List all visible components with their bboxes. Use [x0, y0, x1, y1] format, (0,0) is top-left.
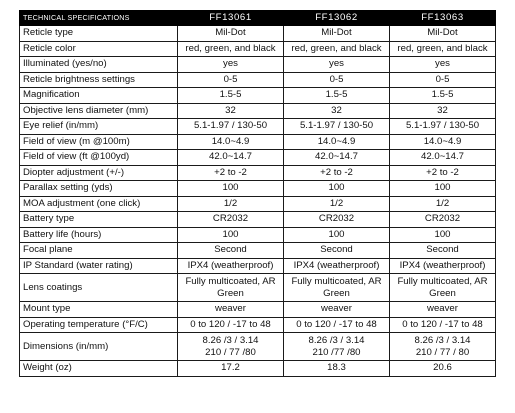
spec-value: 5.1-1.97 / 130-50	[178, 119, 284, 135]
spec-value: Mil-Dot	[178, 26, 284, 42]
spec-value: Second	[390, 243, 496, 259]
model-header-3: FF13063	[390, 11, 496, 26]
table-row	[20, 119, 496, 135]
table-row	[20, 227, 496, 243]
spec-value: 100	[284, 181, 390, 197]
spec-value-line: 8.26 /3 / 3.14	[308, 334, 365, 346]
spec-value	[284, 274, 390, 302]
spec-label: Illuminated (yes/no)	[20, 57, 178, 73]
spec-label: Field of view (ft @100yd)	[20, 150, 178, 166]
spec-value: 0 to 120 / -17 to 48	[178, 317, 284, 333]
spec-label: MOA adjustment (one click)	[20, 196, 178, 212]
spec-value-line: 210 /77 /80	[312, 346, 361, 358]
spec-value: +2 to -2	[178, 165, 284, 181]
spec-label: Battery life (hours)	[20, 227, 178, 243]
spec-value: 14.0~4.9	[178, 134, 284, 150]
spec-value: 14.0~4.9	[390, 134, 496, 150]
model-header-2: FF13062	[284, 11, 390, 26]
spec-label: Objective lens diameter (mm)	[20, 103, 178, 119]
spec-value-line: Fully multicoated, AR	[397, 275, 488, 287]
model-header-1: FF13061	[178, 11, 284, 26]
spec-sheet	[19, 10, 495, 377]
table-row	[20, 243, 496, 259]
spec-value: yes	[390, 57, 496, 73]
spec-value: red, green, and black	[390, 41, 496, 57]
table-row	[20, 41, 496, 57]
table-row	[20, 150, 496, 166]
spec-value: +2 to -2	[284, 165, 390, 181]
spec-value: CR2032	[284, 212, 390, 228]
spec-label: Reticle type	[20, 26, 178, 42]
spec-value: 32	[390, 103, 496, 119]
spec-label: Eye relief (in/mm)	[20, 119, 178, 135]
table-row	[20, 196, 496, 212]
spec-column-header: TECHNICAL SPECIFICATIONS	[20, 11, 178, 26]
spec-value: weaver	[390, 302, 496, 318]
spec-value: 42.0~14.7	[390, 150, 496, 166]
spec-table-body	[20, 26, 496, 377]
technical-specifications-table	[19, 10, 496, 377]
spec-value-line: 8.26 /3 / 3.14	[202, 334, 259, 346]
table-row	[20, 274, 496, 302]
spec-label: Reticle color	[20, 41, 178, 57]
spec-value	[390, 333, 496, 361]
spec-value-line: Green	[429, 287, 456, 299]
table-row	[20, 361, 496, 377]
spec-label: Focal plane	[20, 243, 178, 259]
spec-value	[178, 274, 284, 302]
spec-label: Dimensions (in/mm)	[20, 333, 178, 361]
spec-value: 100	[178, 227, 284, 243]
spec-value: 5.1-1.97 / 130-50	[284, 119, 390, 135]
spec-value: 0 to 120 / -17 to 48	[284, 317, 390, 333]
spec-value: Mil-Dot	[284, 26, 390, 42]
spec-value: IPX4 (weatherproof)	[390, 258, 496, 274]
spec-value: 100	[284, 227, 390, 243]
table-row	[20, 317, 496, 333]
table-row	[20, 134, 496, 150]
spec-value: 18.3	[284, 361, 390, 377]
spec-value: Second	[284, 243, 390, 259]
spec-value: 0-5	[284, 72, 390, 88]
table-row	[20, 103, 496, 119]
spec-value-line: 210 / 77 /80	[205, 346, 256, 358]
spec-value: 100	[178, 181, 284, 197]
header-row	[20, 11, 496, 26]
table-row	[20, 88, 496, 104]
table-row	[20, 181, 496, 197]
spec-value-line: Green	[217, 287, 244, 299]
spec-value: IPX4 (weatherproof)	[284, 258, 390, 274]
spec-value: 32	[284, 103, 390, 119]
spec-label: Parallax setting (yds)	[20, 181, 178, 197]
spec-value: 1.5-5	[178, 88, 284, 104]
spec-value: IPX4 (weatherproof)	[178, 258, 284, 274]
spec-label: Field of view (m @100m)	[20, 134, 178, 150]
spec-value: 17.2	[178, 361, 284, 377]
spec-value: 42.0~14.7	[284, 150, 390, 166]
spec-label: Reticle brightness settings	[20, 72, 178, 88]
spec-label: Lens coatings	[20, 274, 178, 302]
spec-label: Diopter adjustment (+/-)	[20, 165, 178, 181]
spec-label: Operating temperature (°F/C)	[20, 317, 178, 333]
spec-label: Weight (oz)	[20, 361, 178, 377]
spec-value: 100	[390, 227, 496, 243]
spec-value: CR2032	[178, 212, 284, 228]
spec-value	[178, 333, 284, 361]
table-row	[20, 302, 496, 318]
spec-value: 1/2	[390, 196, 496, 212]
spec-value: 1.5-5	[284, 88, 390, 104]
spec-value: yes	[178, 57, 284, 73]
spec-value: Second	[178, 243, 284, 259]
table-row	[20, 26, 496, 42]
spec-value: CR2032	[390, 212, 496, 228]
spec-value: yes	[284, 57, 390, 73]
table-row	[20, 72, 496, 88]
spec-label: Mount type	[20, 302, 178, 318]
table-row	[20, 333, 496, 361]
spec-value: red, green, and black	[178, 41, 284, 57]
spec-value: 100	[390, 181, 496, 197]
table-row	[20, 258, 496, 274]
spec-value-line: Green	[323, 287, 350, 299]
spec-value: 1.5-5	[390, 88, 496, 104]
spec-value-line: 8.26 /3 / 3.14	[414, 334, 471, 346]
spec-value: red, green, and black	[284, 41, 390, 57]
spec-value: 1/2	[284, 196, 390, 212]
spec-label: Magnification	[20, 88, 178, 104]
spec-value	[390, 274, 496, 302]
spec-value: Mil-Dot	[390, 26, 496, 42]
spec-value: weaver	[284, 302, 390, 318]
spec-value: 20.6	[390, 361, 496, 377]
spec-value	[284, 333, 390, 361]
spec-value: 32	[178, 103, 284, 119]
spec-value: 5.1-1.97 / 130-50	[390, 119, 496, 135]
spec-value-line: Fully multicoated, AR	[291, 275, 382, 287]
table-row	[20, 57, 496, 73]
table-row	[20, 165, 496, 181]
spec-value: weaver	[178, 302, 284, 318]
spec-value: 42.0~14.7	[178, 150, 284, 166]
spec-value-line: 210 / 77 / 80	[415, 346, 470, 358]
spec-value: 14.0~4.9	[284, 134, 390, 150]
spec-value: +2 to -2	[390, 165, 496, 181]
spec-value: 0 to 120 / -17 to 48	[390, 317, 496, 333]
spec-value: 1/2	[178, 196, 284, 212]
spec-value: 0-5	[178, 72, 284, 88]
spec-value: 0-5	[390, 72, 496, 88]
spec-label: Battery type	[20, 212, 178, 228]
spec-value-line: Fully multicoated, AR	[185, 275, 276, 287]
table-row	[20, 212, 496, 228]
spec-label: IP Standard (water rating)	[20, 258, 178, 274]
